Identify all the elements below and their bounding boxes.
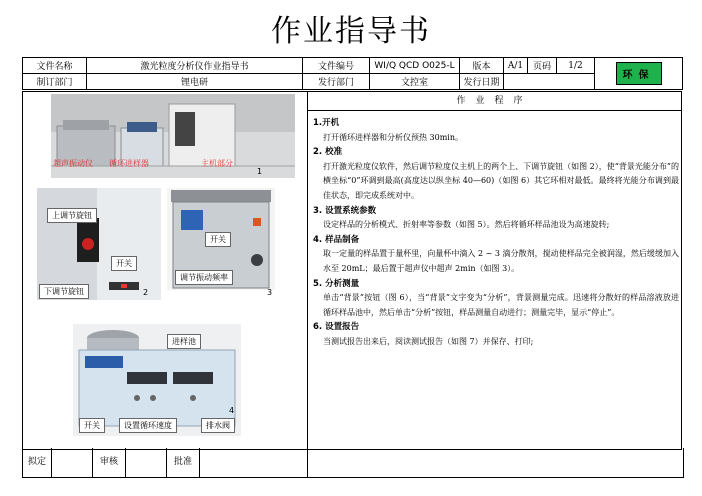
version-value: A/1 — [504, 58, 528, 74]
eco-badge: 环保 — [616, 62, 662, 85]
fig4-label-switch: 开关 — [79, 418, 105, 433]
approve-label: 批准 — [167, 448, 200, 477]
fig4-number: 4 — [229, 406, 235, 415]
step-2-text: 打开激光粒度仪软件，然后调节粒度仪主机上的两个上、下调节旋钮（如图 2），使“背景光能分布”的横坐标“0”环调到最高(高度达以纵坐标 40—60)（如图 6）其它环相对最低。最终将光能分布调到最佳状态，即完成系统对中。 — [323, 161, 679, 200]
step-5-heading: 5. 分析测量 — [313, 278, 360, 289]
issue-date-label: 发行日期 — [460, 74, 504, 90]
step-1-text: 打开循环进样器和分析仪预热 30min。 — [323, 132, 464, 142]
issue-dept-value: 文控室 — [370, 74, 460, 90]
step-4-text: 取一定量的样品置于量杯里，向量杯中滴入 2 ~ 3 滴分散剂，搅动使样品完全被润湿，然后缓缓加入水至 20mL；最后置于超声仪中超声 2min（如图 3）。 — [323, 249, 679, 273]
body-box — [22, 91, 682, 450]
fig2-number: 2 — [143, 288, 149, 297]
version-label: 版本 — [460, 58, 504, 74]
figure-4 — [73, 324, 241, 436]
step-3-heading: 3. 设置系统参数 — [313, 205, 377, 216]
dept-value: 锂电研 — [87, 74, 303, 90]
fig1-number: 1 — [257, 167, 263, 176]
badge-cell — [595, 58, 683, 90]
file-name-value: 激光粒度分析仪作业指导书 — [87, 58, 303, 74]
issue-date-value — [504, 74, 595, 90]
document-title: 作业指导书 — [271, 14, 431, 49]
figure-3 — [167, 188, 275, 290]
fig2-label-switch: 开关 — [111, 256, 137, 271]
column-divider — [307, 92, 308, 449]
step-5-text: 单击“背景”按钮（图 6），当“背景”文字变为“分析”，背景测量完成。迅速将分散好的样品溶液放进循环样品池中，然后单击“分析”按钮，样品测量自动进行；测量完毕，显示“停止”。 — [323, 293, 679, 317]
fig2-label-lower-knob: 下调节旋钮 — [39, 284, 89, 299]
fig1-label-ultrasonic: 超声振动仪 — [53, 159, 93, 168]
file-no-value: WI/Q QCD O025-L — [370, 58, 460, 74]
approve-value — [200, 448, 308, 477]
fig4-label-speed: 设置循环速度 — [119, 418, 177, 433]
issue-dept-label: 发行部门 — [303, 74, 370, 90]
fig3-label-switch: 开关 — [205, 232, 231, 247]
file-name-label: 文件名称 — [23, 58, 87, 74]
procedure-header: 作业程序 — [308, 92, 681, 111]
draft-label: 拟定 — [23, 448, 52, 477]
fig1-label-host: 主机部分 — [201, 159, 233, 168]
figure-1 — [51, 94, 295, 178]
fig3-label-frequency: 调节振动频率 — [175, 270, 233, 285]
draft-value — [52, 448, 93, 477]
fig4-label-drain: 排水阀 — [201, 418, 235, 433]
step-3-text: 设定样品的分析模式、折射率等参数（如图 5）。然后将循环样品池设为高速旋转; — [323, 220, 610, 230]
fig2-label-upper-knob: 上调节旋钮 — [47, 208, 97, 223]
approval-footer — [22, 448, 684, 478]
step-6-text: 当测试报告出来后，阅读测试报告（如图 7）并保存、打印; — [323, 336, 534, 346]
header-table — [22, 57, 683, 90]
dept-label: 制订部门 — [23, 74, 87, 90]
step-6-heading: 6. 设置报告 — [313, 322, 360, 333]
step-4-heading: 4. 样品制备 — [313, 234, 360, 245]
figure-2 — [37, 188, 161, 300]
step-2-heading: 2. 校准 — [313, 147, 343, 158]
review-value — [126, 448, 167, 477]
fig4-label-sample-cell: 进样池 — [167, 334, 201, 349]
page-value: 1/2 — [557, 58, 595, 74]
step-1-heading: 1.开机 — [313, 118, 340, 128]
fig3-number: 3 — [267, 288, 273, 297]
procedure-steps — [313, 116, 679, 350]
review-label: 审核 — [93, 448, 126, 477]
file-no-label: 文件编号 — [303, 58, 370, 74]
page-label: 页码 — [528, 58, 557, 74]
fig1-label-circulator: 循环进样器 — [109, 159, 149, 168]
